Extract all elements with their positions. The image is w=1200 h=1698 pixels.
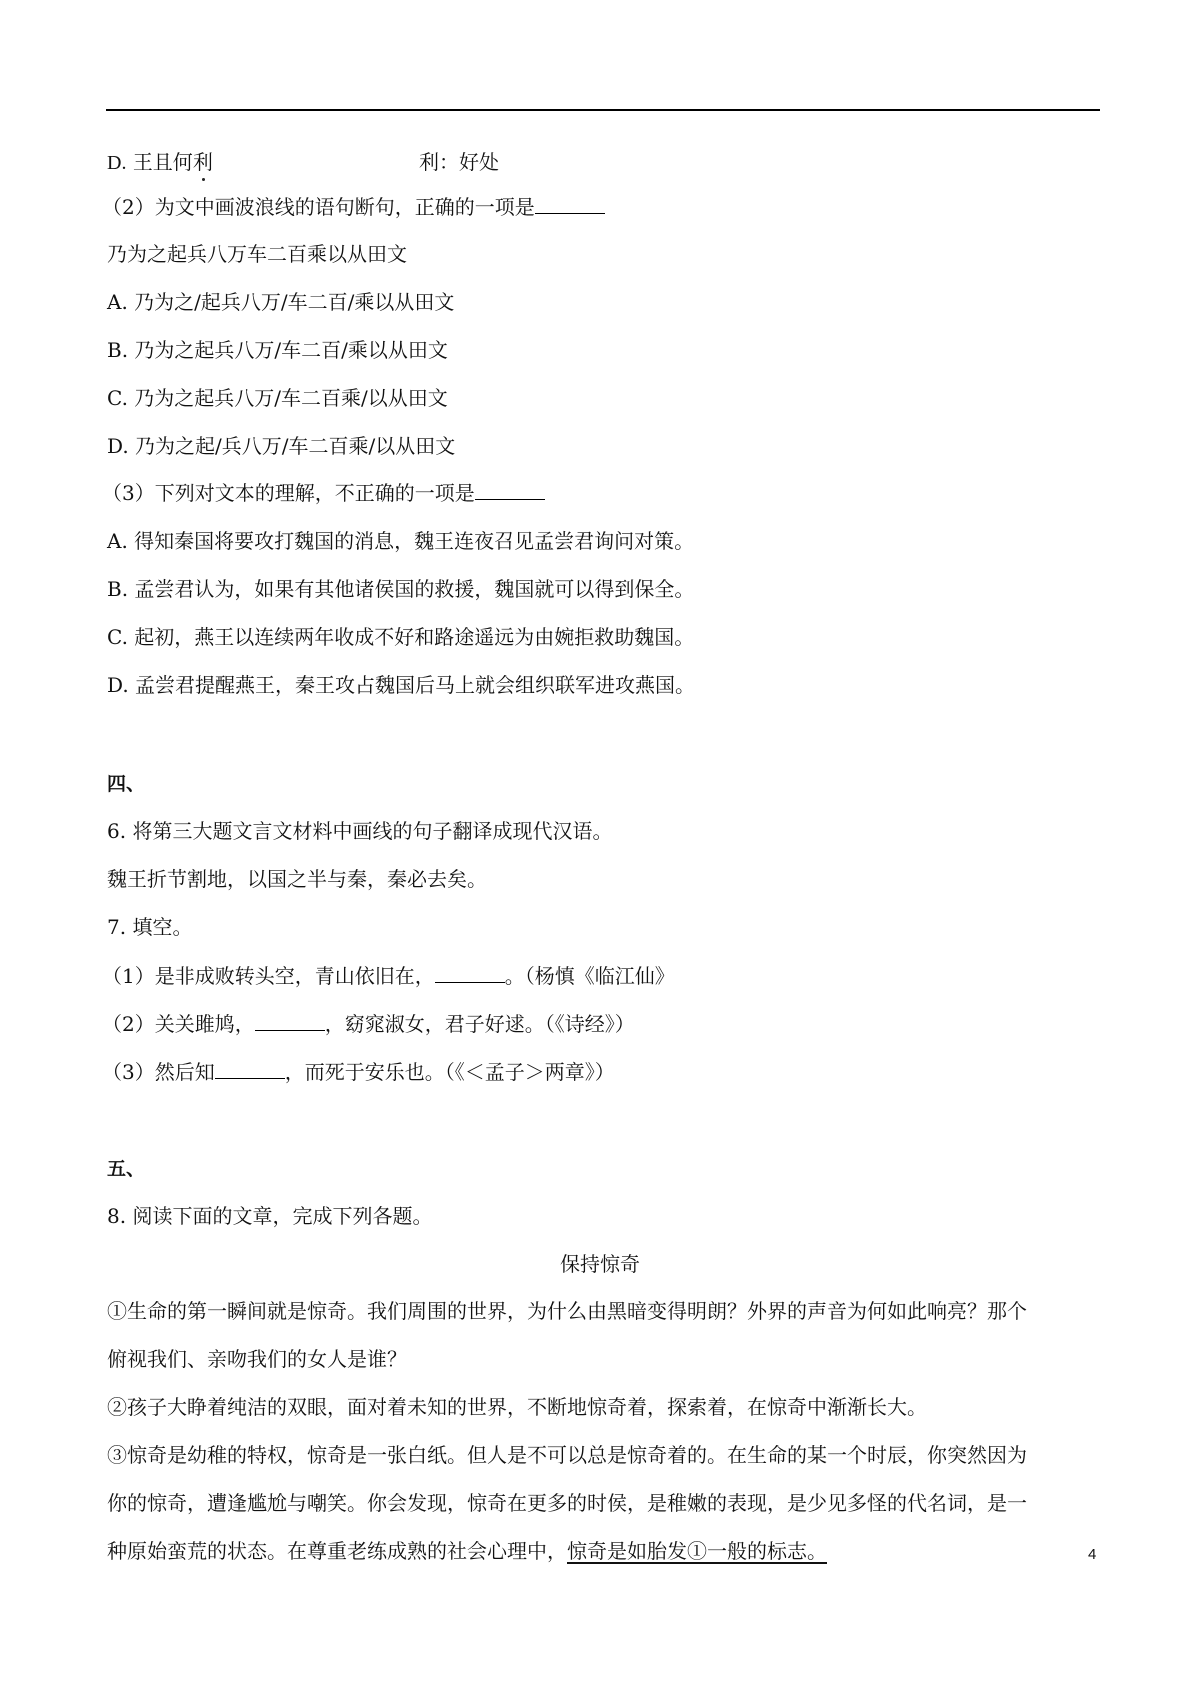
q7-item-2: （2）关关雎鸠， ，窈窕淑女，君子好逑。（《诗经》）: [102, 1012, 635, 1036]
paragraph-3-line-2: 你的惊奇，遭逢尴尬与嘲笑。你会发现，惊奇在更多的时侯，是稚嫩的表现，是少见多怪的代名词，是一: [107, 1491, 1027, 1515]
q5-sub2-prompt: （2）为文中画波浪线的语句断句，正确的一项是: [102, 193, 605, 221]
fill-blank[interactable]: [255, 1010, 325, 1031]
q5-option-d: D. 王且何利: [107, 150, 213, 174]
paragraph-1-line-2: 俯视我们、亲吻我们的女人是谁？: [107, 1347, 407, 1371]
q5-sub2-sentence: 乃为之起兵八万车二百乘以从田文: [107, 242, 407, 266]
q5-sub2-option-b: B. 乃为之起兵八万/车二百/乘以从田文: [107, 338, 448, 362]
q5-sub2-option-d: D. 乃为之起/兵八万/车二百乘/以从田文: [107, 434, 456, 458]
article-title: 保持惊奇: [560, 1252, 640, 1276]
dotted-char: 利: [192, 150, 213, 174]
page-number: 4: [1088, 1546, 1097, 1563]
q5-sub3-option-d: D. 孟尝君提醒燕王，秦王攻占魏国后马上就会组织联军进攻燕国。: [107, 673, 696, 697]
q6-prompt: 6. 将第三大题文言文材料中画线的句子翻译成现代汉语。: [107, 819, 613, 843]
paragraph-3-line-1: ③惊奇是幼稚的特权，惊奇是一张白纸。但人是不可以总是惊奇着的。在生命的某一个时辰，你突然因为: [107, 1443, 1027, 1467]
q8-prompt: 8. 阅读下面的文章，完成下列各题。: [107, 1204, 433, 1228]
q7-item-3: （3）然后知 ，而死于安乐也。（《＜孟子＞两章》）: [102, 1060, 615, 1084]
q5-sub3-option-a: A. 得知秦国将要攻打魏国的消息，魏王连夜召见孟尝君询问对策。: [107, 529, 695, 553]
header-rule: [106, 109, 1100, 111]
answer-blank[interactable]: [475, 479, 545, 500]
q5-sub2-option-c: C. 乃为之起兵八万/车二百乘/以从田文: [107, 386, 448, 410]
section-5-heading: 五、: [107, 1158, 146, 1180]
q5-sub2-option-a: A. 乃为之/起兵八万/车二百/乘以从田文: [107, 290, 455, 314]
fill-blank[interactable]: [215, 1058, 285, 1079]
paragraph-3-line-3: 种原始蛮荒的状态。在尊重老练成熟的社会心理中，惊奇是如胎发①一般的标志。: [107, 1539, 827, 1563]
q7-item-1: （1）是非成败转头空，青山依旧在， 。（杨慎《临江仙》: [102, 964, 675, 988]
q5-sub3-option-b: B. 孟尝君认为，如果有其他诸侯国的救援，魏国就可以得到保全。: [107, 577, 695, 601]
paragraph-2: ②孩子大睁着纯洁的双眼，面对着未知的世界，不断地惊奇着，探索着，在惊奇中渐渐长大。: [107, 1395, 927, 1419]
answer-blank[interactable]: [535, 193, 605, 214]
underlined-sentence: 惊奇是如胎发①一般的标志。: [567, 1539, 827, 1563]
q7-prompt: 7. 填空。: [107, 915, 193, 939]
fill-blank[interactable]: [435, 962, 505, 983]
q6-sentence: 魏王折节割地，以国之半与秦，秦必去矣。: [107, 867, 487, 891]
q5-sub3-prompt: （3）下列对文本的理解，不正确的一项是: [102, 479, 545, 507]
paragraph-1-line-1: ①生命的第一瞬间就是惊奇。我们周围的世界，为什么由黑暗变得明朗？外界的声音为何如此响亮？那个: [107, 1299, 1027, 1323]
q5-option-d-gloss: 利：好处: [419, 150, 499, 174]
section-4-heading: 四、: [107, 773, 146, 795]
q5-sub3-option-c: C. 起初，燕王以连续两年收成不好和路途遥远为由婉拒救助魏国。: [107, 625, 695, 649]
